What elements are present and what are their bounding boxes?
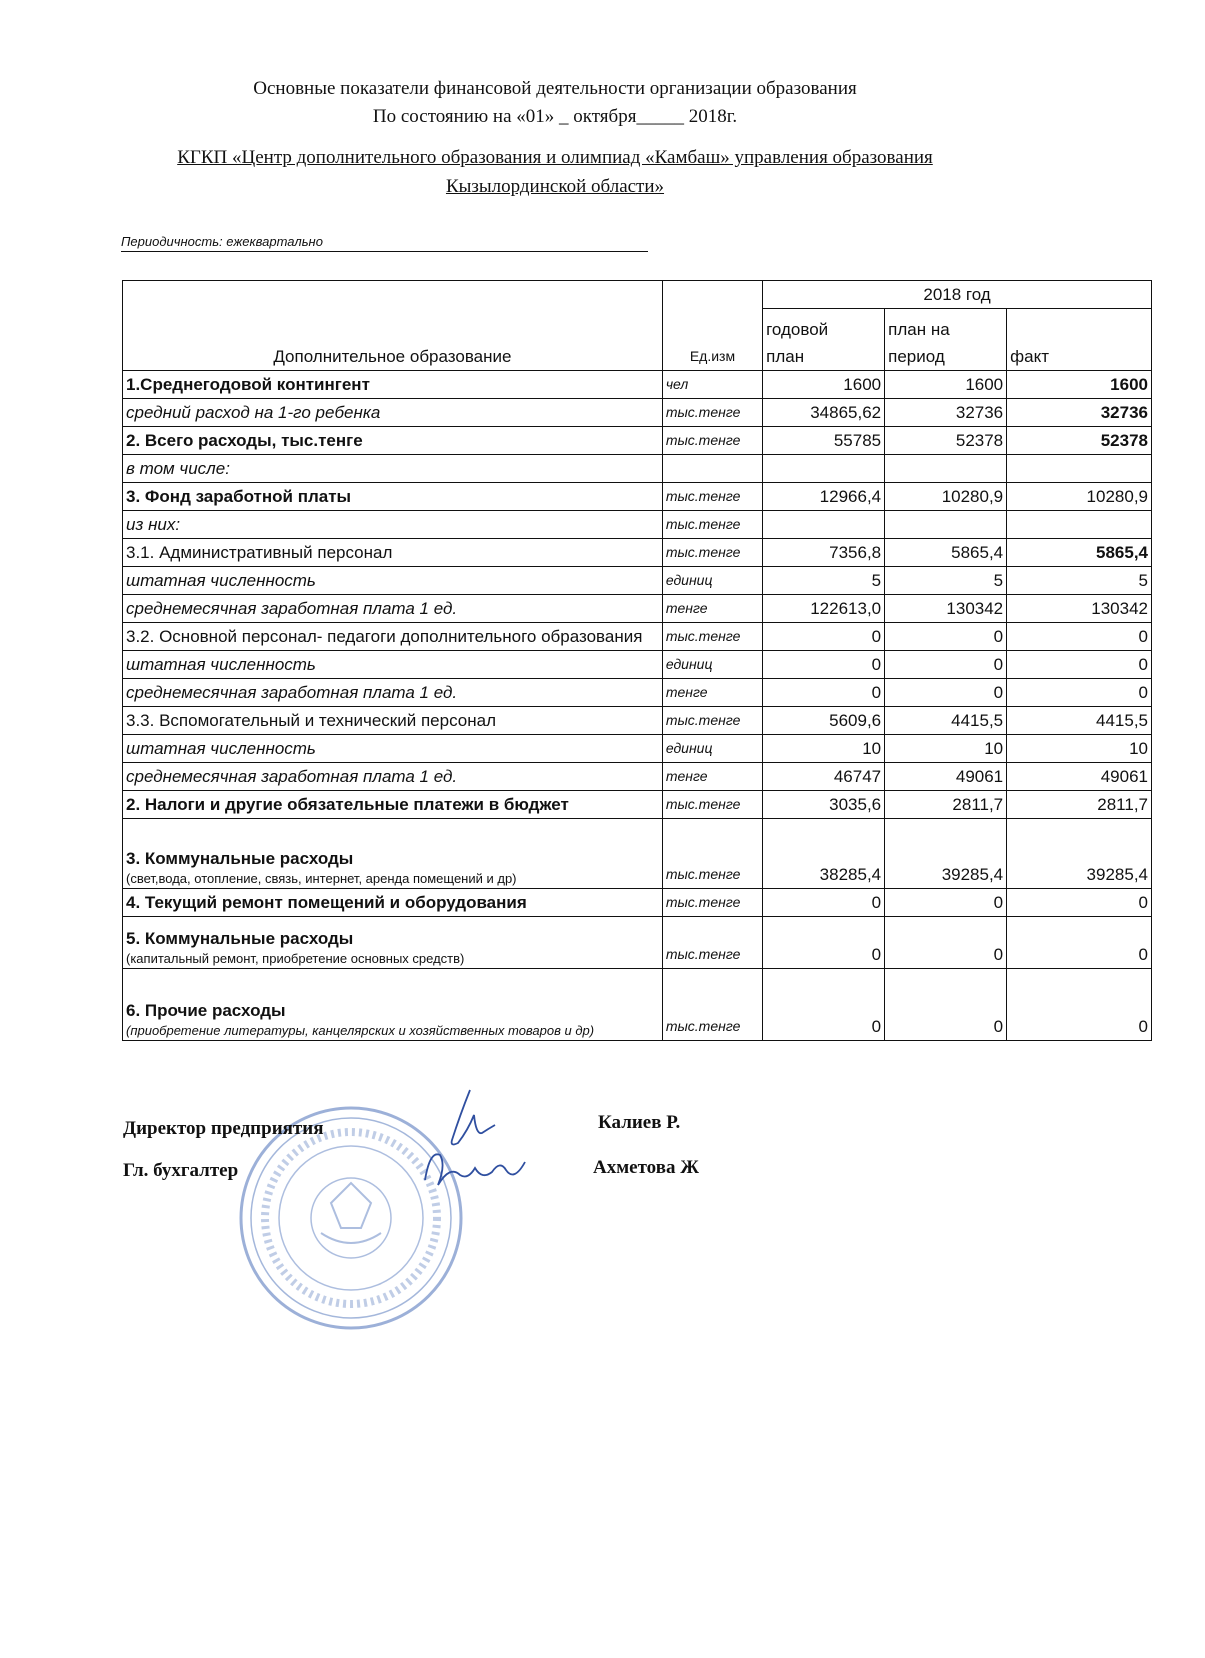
row-fact: 49061 (1007, 763, 1152, 791)
table-row (123, 819, 1152, 889)
row-fact: 10280,9 (1007, 483, 1152, 511)
row-fact: 5865,4 (1007, 539, 1152, 567)
row-unit: чел (662, 371, 762, 399)
row-name: среднемесячная заработная плата 1 ед. (123, 763, 663, 791)
row-annual: 38285,4 (763, 819, 885, 889)
row-unit: тыс.тенге (662, 969, 762, 1041)
row-period: 130342 (885, 595, 1007, 623)
header-year: 2018 год (763, 281, 1152, 309)
table-row (123, 917, 1152, 969)
row-unit: тенге (662, 763, 762, 791)
row-unit: тыс.тенге (662, 917, 762, 969)
table-row (123, 735, 1152, 763)
table-row (123, 791, 1152, 819)
row-unit: тыс.тенге (662, 623, 762, 651)
row-annual: 5 (763, 567, 885, 595)
row-period: 49061 (885, 763, 1007, 791)
row-name: 2. Налоги и другие обязательные платежи в бюджет (123, 791, 663, 819)
row-name: штатная численность (123, 735, 663, 763)
row-fact: 39285,4 (1007, 819, 1152, 889)
table-row (123, 371, 1152, 399)
row-period: 52378 (885, 427, 1007, 455)
row-unit: тыс.тенге (662, 791, 762, 819)
table-row (123, 595, 1152, 623)
row-fact: 0 (1007, 623, 1152, 651)
director-name: Калиев Р. (598, 1112, 681, 1133)
row-period: 0 (885, 679, 1007, 707)
row-annual: 0 (763, 969, 885, 1041)
row-name: 3.2. Основной персонал- педагоги дополнительного образования (123, 623, 663, 651)
row-name: 3.1. Административный персонал (123, 539, 663, 567)
row-fact: 130342 (1007, 595, 1152, 623)
table-row (123, 399, 1152, 427)
row-annual: 0 (763, 889, 885, 917)
row-unit: тыс.тенге (662, 707, 762, 735)
row-unit: тенге (662, 595, 762, 623)
row-name: штатная численность (123, 567, 663, 595)
row-period: 1600 (885, 371, 1007, 399)
row-annual: 1600 (763, 371, 885, 399)
row-annual: 5609,6 (763, 707, 885, 735)
row-name: 1.Среднегодовой контингент (123, 371, 663, 399)
row-period: 4415,5 (885, 707, 1007, 735)
row-title: 3. Коммунальные расходы (126, 849, 354, 868)
row-unit: тыс.тенге (662, 889, 762, 917)
row-unit: единиц (662, 735, 762, 763)
table-row (123, 969, 1152, 1041)
header-category: Дополнительное образование (123, 281, 663, 371)
row-name: 3.3. Вспомогательный и технический персонал (123, 707, 663, 735)
row-period: 0 (885, 917, 1007, 969)
row-fact: 0 (1007, 969, 1152, 1041)
row-annual: 122613,0 (763, 595, 885, 623)
row-fact: 1600 (1007, 371, 1152, 399)
row-fact: 5 (1007, 567, 1152, 595)
table-row (123, 707, 1152, 735)
row-fact: 10 (1007, 735, 1152, 763)
row-name (123, 917, 663, 969)
row-name: из них: (123, 511, 663, 539)
row-annual: 46747 (763, 763, 885, 791)
row-fact: 0 (1007, 889, 1152, 917)
row-unit: тыс.тенге (662, 399, 762, 427)
row-period: 32736 (885, 399, 1007, 427)
table-row (123, 483, 1152, 511)
row-unit (662, 455, 762, 483)
document-title: Основные показатели финансовой деятельности организации образования (253, 78, 857, 99)
row-period: 5865,4 (885, 539, 1007, 567)
header-unit: Ед.изм (662, 281, 762, 371)
row-fact (1007, 511, 1152, 539)
row-period: 0 (885, 969, 1007, 1041)
row-name (123, 819, 663, 889)
row-period: 10 (885, 735, 1007, 763)
table-row (123, 679, 1152, 707)
row-fact (1007, 455, 1152, 483)
row-name: 3. Фонд заработной платы (123, 483, 663, 511)
table-row (123, 511, 1152, 539)
header-period-plan: план на период (885, 309, 1007, 371)
table-row (123, 623, 1152, 651)
row-unit: единиц (662, 651, 762, 679)
row-period (885, 511, 1007, 539)
row-name: среднемесячная заработная плата 1 ед. (123, 595, 663, 623)
row-period: 5 (885, 567, 1007, 595)
row-note: (капитальный ремонт, приобретение основных средств) (126, 951, 465, 966)
table-header-row-1 (123, 281, 1152, 309)
row-fact: 52378 (1007, 427, 1152, 455)
header-fact: факт (1007, 309, 1152, 371)
organization-name-line2: Кызылординской области» (445, 176, 665, 197)
row-unit: тыс.тенге (662, 539, 762, 567)
row-name: 4. Текущий ремонт помещений и оборудования (123, 889, 663, 917)
row-name: среднемесячная заработная плата 1 ед. (123, 679, 663, 707)
row-unit: тыс.тенге (662, 819, 762, 889)
table-row (123, 567, 1152, 595)
periodicity-label: Периодичность: ежеквартально (121, 234, 648, 252)
row-unit: единиц (662, 567, 762, 595)
row-annual: 7356,8 (763, 539, 885, 567)
header-annual-plan: годовой план (763, 309, 885, 371)
director-label: Директор предприятия (123, 1118, 324, 1139)
row-period (885, 455, 1007, 483)
row-annual: 12966,4 (763, 483, 885, 511)
row-unit: тыс.тенге (662, 483, 762, 511)
row-period: 39285,4 (885, 819, 1007, 889)
date-line: По состоянию на «01» _ октября_____ 2018г. (372, 106, 738, 127)
row-period: 0 (885, 623, 1007, 651)
row-unit: тыс.тенге (662, 427, 762, 455)
organization-name-line1: КГКП «Центр дополнительного образования и олимпиад «Камбаш» управления образования (177, 147, 933, 168)
row-title: 6. Прочие расходы (126, 1001, 286, 1020)
row-name: 2. Всего расходы, тыс.тенге (123, 427, 663, 455)
row-period: 0 (885, 651, 1007, 679)
row-annual: 10 (763, 735, 885, 763)
accountant-label: Гл. бухгалтер (123, 1160, 239, 1181)
accountant-name: Ахметова Ж (593, 1157, 700, 1178)
row-annual: 55785 (763, 427, 885, 455)
row-annual: 0 (763, 623, 885, 651)
row-annual: 0 (763, 651, 885, 679)
financial-indicators-table (122, 280, 1152, 1041)
accountant-signature (420, 1140, 530, 1200)
row-name (123, 969, 663, 1041)
table-row (123, 651, 1152, 679)
row-period: 0 (885, 889, 1007, 917)
row-fact: 0 (1007, 651, 1152, 679)
row-period: 2811,7 (885, 791, 1007, 819)
row-name: средний расход на 1-го ребенка (123, 399, 663, 427)
row-period: 10280,9 (885, 483, 1007, 511)
row-name: в том числе: (123, 455, 663, 483)
row-annual: 34865,62 (763, 399, 885, 427)
row-annual: 0 (763, 917, 885, 969)
table-row (123, 427, 1152, 455)
row-fact: 0 (1007, 679, 1152, 707)
row-annual: 0 (763, 679, 885, 707)
row-name: штатная численность (123, 651, 663, 679)
row-annual (763, 455, 885, 483)
row-unit: тыс.тенге (662, 511, 762, 539)
table-row (123, 889, 1152, 917)
row-unit: тенге (662, 679, 762, 707)
table-row (123, 455, 1152, 483)
row-fact: 4415,5 (1007, 707, 1152, 735)
row-annual (763, 511, 885, 539)
table-row (123, 539, 1152, 567)
row-fact: 32736 (1007, 399, 1152, 427)
row-title: 5. Коммунальные расходы (126, 929, 354, 948)
row-fact: 2811,7 (1007, 791, 1152, 819)
row-annual: 3035,6 (763, 791, 885, 819)
table-row (123, 763, 1152, 791)
row-fact: 0 (1007, 917, 1152, 969)
row-note: (приобретение литературы, канцелярских и хозяйственных товаров и др) (126, 1023, 595, 1038)
row-note: (свет,вода, отопление, связь, интернет, аренда помещений и др) (126, 871, 517, 886)
